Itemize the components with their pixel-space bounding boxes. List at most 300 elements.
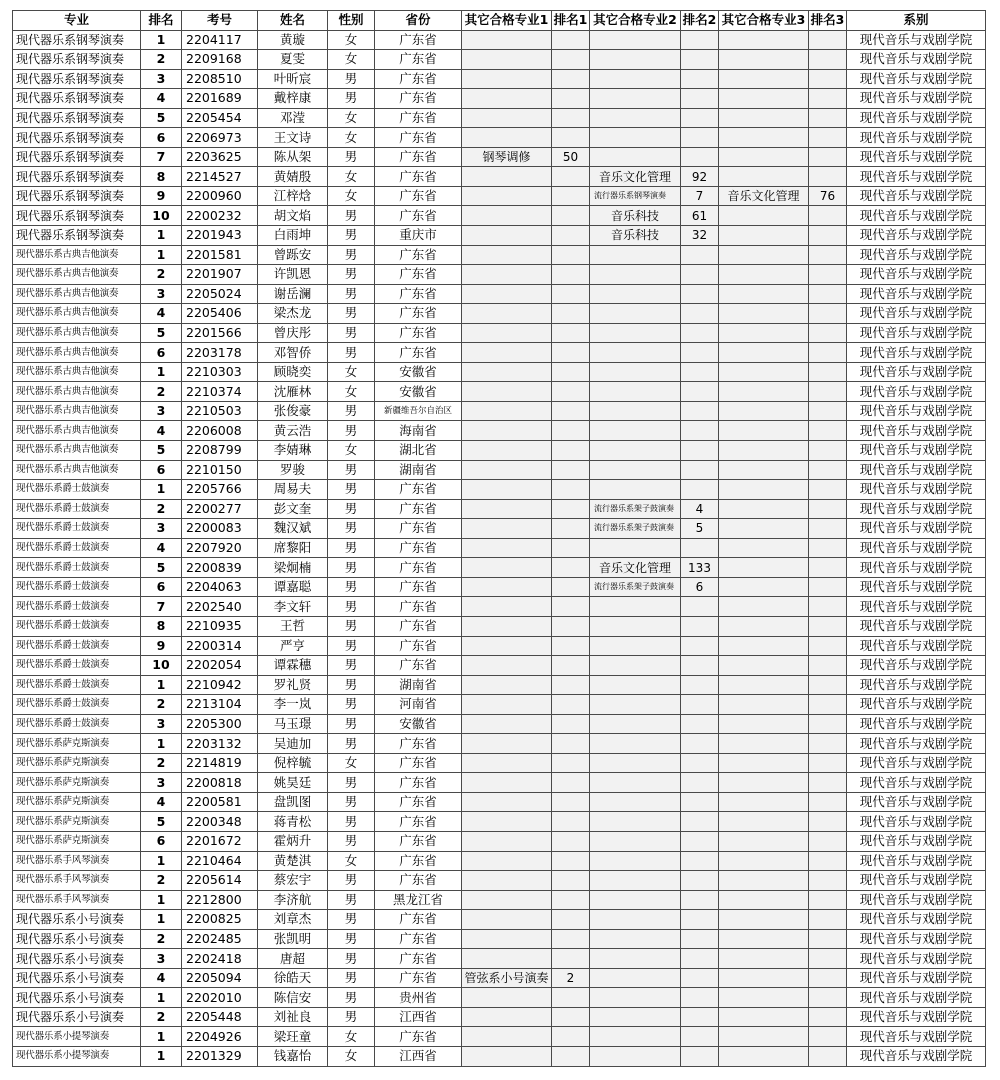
cell-name: 谭霖穗 (258, 656, 328, 676)
cell-major: 现代器乐系古典吉他演奏 (13, 382, 141, 402)
cell-other-major-3 (719, 1007, 809, 1027)
cell-province: 江西省 (375, 1046, 462, 1066)
cell-name: 罗骏 (258, 460, 328, 480)
cell-other-major-3 (719, 499, 809, 519)
cell-department: 现代音乐与戏剧学院 (847, 147, 986, 167)
cell-major: 现代器乐系钢琴演奏 (13, 89, 141, 109)
cell-rank: 1 (141, 226, 182, 246)
cell-exam-id: 2200277 (182, 499, 258, 519)
cell-gender: 男 (328, 421, 375, 441)
cell-name: 霍炳升 (258, 831, 328, 851)
table-row (13, 30, 986, 50)
cell-province: 广东省 (375, 968, 462, 988)
table-row (13, 1007, 986, 1027)
cell-other-major-2 (590, 480, 681, 500)
cell-other-major-1 (462, 773, 552, 793)
cell-other-major-2 (590, 734, 681, 754)
cell-gender: 男 (328, 343, 375, 363)
cell-rank-3 (809, 558, 847, 578)
cell-department: 现代音乐与戏剧学院 (847, 441, 986, 461)
cell-rank-3 (809, 714, 847, 734)
cell-other-major-2 (590, 1027, 681, 1047)
cell-department: 现代音乐与戏剧学院 (847, 695, 986, 715)
cell-rank-2 (681, 851, 719, 871)
header-gender: 性别 (328, 11, 375, 31)
cell-rank-1 (552, 792, 590, 812)
cell-name: 江梓焓 (258, 186, 328, 206)
cell-province: 安徽省 (375, 714, 462, 734)
cell-rank: 2 (141, 695, 182, 715)
table-row (13, 597, 986, 617)
cell-name: 陈信安 (258, 988, 328, 1008)
cell-rank-1 (552, 421, 590, 441)
table-row (13, 812, 986, 832)
cell-name: 张凯明 (258, 929, 328, 949)
cell-rank-3 (809, 147, 847, 167)
table-row (13, 362, 986, 382)
cell-rank-3 (809, 401, 847, 421)
cell-rank-1 (552, 499, 590, 519)
cell-other-major-2 (590, 265, 681, 285)
cell-other-major-2 (590, 89, 681, 109)
cell-rank: 6 (141, 577, 182, 597)
cell-province: 广东省 (375, 69, 462, 89)
cell-other-major-3 (719, 480, 809, 500)
cell-major: 现代器乐系小号演奏 (13, 910, 141, 930)
cell-rank-2 (681, 108, 719, 128)
cell-name: 沈雁林 (258, 382, 328, 402)
table-row (13, 206, 986, 226)
cell-province: 广东省 (375, 910, 462, 930)
table-row (13, 851, 986, 871)
table-row (13, 186, 986, 206)
cell-other-major-1 (462, 245, 552, 265)
cell-province: 江西省 (375, 1007, 462, 1027)
header-row (13, 11, 986, 31)
cell-other-major-1 (462, 382, 552, 402)
cell-province: 广东省 (375, 167, 462, 187)
header-other-major-1: 其它合格专业1 (462, 11, 552, 31)
cell-gender: 女 (328, 108, 375, 128)
cell-rank: 5 (141, 108, 182, 128)
cell-exam-id: 2205454 (182, 108, 258, 128)
cell-department: 现代音乐与戏剧学院 (847, 714, 986, 734)
cell-other-major-2 (590, 929, 681, 949)
cell-province: 广东省 (375, 734, 462, 754)
cell-rank-2 (681, 265, 719, 285)
cell-other-major-3 (719, 753, 809, 773)
cell-province: 广东省 (375, 851, 462, 871)
cell-rank-3 (809, 871, 847, 891)
table-row (13, 480, 986, 500)
cell-gender: 男 (328, 558, 375, 578)
table-row (13, 460, 986, 480)
cell-name: 谢岳澜 (258, 284, 328, 304)
cell-name: 钱嘉怡 (258, 1046, 328, 1066)
cell-department: 现代音乐与戏剧学院 (847, 910, 986, 930)
cell-rank-3 (809, 226, 847, 246)
cell-rank-3 (809, 695, 847, 715)
cell-rank: 3 (141, 949, 182, 969)
cell-other-major-3 (719, 675, 809, 695)
cell-province: 广东省 (375, 108, 462, 128)
cell-major: 现代器乐系小提琴演奏 (13, 1027, 141, 1047)
cell-rank-2 (681, 675, 719, 695)
table-row (13, 128, 986, 148)
cell-rank-1 (552, 519, 590, 539)
cell-other-major-3 (719, 949, 809, 969)
cell-rank-2 (681, 734, 719, 754)
cell-department: 现代音乐与戏剧学院 (847, 968, 986, 988)
cell-exam-id: 2202010 (182, 988, 258, 1008)
cell-rank-1 (552, 89, 590, 109)
cell-other-major-2 (590, 460, 681, 480)
cell-name: 夏雯 (258, 50, 328, 70)
cell-province: 安徽省 (375, 382, 462, 402)
cell-rank: 3 (141, 773, 182, 793)
cell-major: 现代器乐系爵士鼓演奏 (13, 538, 141, 558)
cell-other-major-3 (719, 1027, 809, 1047)
cell-name: 许凯恩 (258, 265, 328, 285)
table-row (13, 616, 986, 636)
cell-major: 现代器乐系古典吉他演奏 (13, 362, 141, 382)
cell-name: 李济航 (258, 890, 328, 910)
cell-department: 现代音乐与戏剧学院 (847, 50, 986, 70)
cell-rank-1 (552, 304, 590, 324)
cell-rank-1 (552, 812, 590, 832)
cell-major: 现代器乐系爵士鼓演奏 (13, 499, 141, 519)
cell-other-major-2 (590, 831, 681, 851)
cell-exam-id: 2201566 (182, 323, 258, 343)
cell-province: 河南省 (375, 695, 462, 715)
cell-major: 现代器乐系爵士鼓演奏 (13, 558, 141, 578)
cell-major: 现代器乐系萨克斯演奏 (13, 792, 141, 812)
cell-department: 现代音乐与戏剧学院 (847, 890, 986, 910)
cell-rank-1 (552, 851, 590, 871)
cell-major: 现代器乐系手风琴演奏 (13, 851, 141, 871)
admission-results-table (12, 10, 986, 1067)
cell-rank-3 (809, 538, 847, 558)
cell-exam-id: 2207920 (182, 538, 258, 558)
cell-rank-1 (552, 1007, 590, 1027)
cell-other-major-1 (462, 675, 552, 695)
cell-province: 广东省 (375, 50, 462, 70)
cell-other-major-2 (590, 128, 681, 148)
cell-province: 广东省 (375, 773, 462, 793)
cell-rank-3 (809, 949, 847, 969)
cell-rank: 4 (141, 421, 182, 441)
header-exam-id: 考号 (182, 11, 258, 31)
cell-other-major-1 (462, 597, 552, 617)
cell-other-major-3 (719, 1046, 809, 1066)
cell-rank-3 (809, 421, 847, 441)
cell-rank-3 (809, 988, 847, 1008)
cell-rank-2 (681, 401, 719, 421)
cell-other-major-3 (719, 401, 809, 421)
cell-rank-3 (809, 616, 847, 636)
cell-rank: 9 (141, 186, 182, 206)
cell-rank-1 (552, 206, 590, 226)
cell-rank-3 (809, 206, 847, 226)
cell-major: 现代器乐系小号演奏 (13, 968, 141, 988)
cell-rank-2 (681, 441, 719, 461)
cell-other-major-3 (719, 773, 809, 793)
cell-name: 蔡宏宇 (258, 871, 328, 891)
cell-department: 现代音乐与戏剧学院 (847, 382, 986, 402)
cell-exam-id: 2203178 (182, 343, 258, 363)
cell-department: 现代音乐与戏剧学院 (847, 284, 986, 304)
cell-rank-2 (681, 421, 719, 441)
cell-province: 广东省 (375, 929, 462, 949)
cell-major: 现代器乐系小号演奏 (13, 1007, 141, 1027)
cell-other-major-3 (719, 343, 809, 363)
cell-rank-3 (809, 441, 847, 461)
cell-rank-3 (809, 519, 847, 539)
cell-major: 现代器乐系古典吉他演奏 (13, 304, 141, 324)
cell-major: 现代器乐系萨克斯演奏 (13, 734, 141, 754)
cell-other-major-3 (719, 147, 809, 167)
cell-other-major-3 (719, 226, 809, 246)
cell-rank-3 (809, 284, 847, 304)
cell-rank-2: 32 (681, 226, 719, 246)
cell-rank: 4 (141, 89, 182, 109)
cell-name: 黄婧殷 (258, 167, 328, 187)
cell-other-major-3 (719, 128, 809, 148)
cell-department: 现代音乐与戏剧学院 (847, 929, 986, 949)
cell-exam-id: 2208799 (182, 441, 258, 461)
cell-gender: 男 (328, 675, 375, 695)
cell-rank-2 (681, 128, 719, 148)
cell-exam-id: 2201943 (182, 226, 258, 246)
cell-exam-id: 2201581 (182, 245, 258, 265)
cell-department: 现代音乐与戏剧学院 (847, 226, 986, 246)
cell-rank-2 (681, 988, 719, 1008)
cell-rank-2: 4 (681, 499, 719, 519)
cell-rank-1 (552, 831, 590, 851)
cell-other-major-1 (462, 988, 552, 1008)
cell-department: 现代音乐与戏剧学院 (847, 988, 986, 1008)
cell-name: 蒋青松 (258, 812, 328, 832)
cell-name: 邓滢 (258, 108, 328, 128)
cell-rank-2 (681, 89, 719, 109)
cell-department: 现代音乐与戏剧学院 (847, 636, 986, 656)
cell-other-major-3 (719, 245, 809, 265)
cell-rank: 3 (141, 284, 182, 304)
cell-other-major-2 (590, 675, 681, 695)
cell-province: 广东省 (375, 558, 462, 578)
cell-rank: 1 (141, 851, 182, 871)
cell-department: 现代音乐与戏剧学院 (847, 167, 986, 187)
cell-rank: 3 (141, 401, 182, 421)
cell-exam-id: 2200581 (182, 792, 258, 812)
cell-exam-id: 2201689 (182, 89, 258, 109)
cell-province: 广东省 (375, 656, 462, 676)
cell-rank-1 (552, 988, 590, 1008)
cell-rank-1 (552, 50, 590, 70)
cell-other-major-3 (719, 910, 809, 930)
cell-other-major-3 (719, 890, 809, 910)
cell-rank-1 (552, 265, 590, 285)
cell-rank-2 (681, 792, 719, 812)
cell-exam-id: 2201672 (182, 831, 258, 851)
cell-rank-3 (809, 1027, 847, 1047)
cell-other-major-2 (590, 441, 681, 461)
cell-rank-3 (809, 597, 847, 617)
cell-gender: 女 (328, 1027, 375, 1047)
table-row (13, 50, 986, 70)
cell-department: 现代音乐与戏剧学院 (847, 108, 986, 128)
cell-other-major-2 (590, 323, 681, 343)
header-province: 省份 (375, 11, 462, 31)
cell-gender: 女 (328, 50, 375, 70)
cell-gender: 男 (328, 265, 375, 285)
cell-province: 广东省 (375, 128, 462, 148)
cell-rank-1 (552, 245, 590, 265)
cell-gender: 女 (328, 186, 375, 206)
header-other-major-3: 其它合格专业3 (719, 11, 809, 31)
cell-name: 盘凯图 (258, 792, 328, 812)
cell-name: 李文轩 (258, 597, 328, 617)
cell-other-major-3: 音乐文化管理 (719, 186, 809, 206)
cell-rank-2 (681, 773, 719, 793)
table-row (13, 656, 986, 676)
cell-other-major-2: 音乐科技 (590, 226, 681, 246)
cell-rank-1 (552, 675, 590, 695)
cell-rank-2 (681, 1027, 719, 1047)
cell-province: 广东省 (375, 480, 462, 500)
cell-name: 梁炯楠 (258, 558, 328, 578)
cell-gender: 男 (328, 773, 375, 793)
table-row (13, 1027, 986, 1047)
cell-province: 广东省 (375, 343, 462, 363)
cell-major: 现代器乐系萨克斯演奏 (13, 812, 141, 832)
cell-rank: 1 (141, 675, 182, 695)
table-row (13, 441, 986, 461)
cell-province: 广东省 (375, 499, 462, 519)
cell-gender: 男 (328, 206, 375, 226)
table-row (13, 538, 986, 558)
cell-name: 李婧琳 (258, 441, 328, 461)
cell-major: 现代器乐系钢琴演奏 (13, 108, 141, 128)
cell-rank-1 (552, 186, 590, 206)
cell-rank: 2 (141, 265, 182, 285)
cell-department: 现代音乐与戏剧学院 (847, 265, 986, 285)
cell-rank-3 (809, 128, 847, 148)
cell-other-major-3 (719, 265, 809, 285)
cell-rank-1 (552, 1046, 590, 1066)
cell-gender: 男 (328, 89, 375, 109)
cell-rank-2 (681, 597, 719, 617)
cell-province: 安徽省 (375, 362, 462, 382)
cell-other-major-1 (462, 421, 552, 441)
header-major: 专业 (13, 11, 141, 31)
cell-rank: 9 (141, 636, 182, 656)
cell-other-major-1 (462, 69, 552, 89)
table-row (13, 519, 986, 539)
cell-exam-id: 2210303 (182, 362, 258, 382)
cell-name: 刘章杰 (258, 910, 328, 930)
cell-major: 现代器乐系钢琴演奏 (13, 128, 141, 148)
cell-other-major-3 (719, 831, 809, 851)
cell-name: 严亨 (258, 636, 328, 656)
table-row (13, 949, 986, 969)
cell-rank-2: 92 (681, 167, 719, 187)
cell-rank-1 (552, 401, 590, 421)
header-rank: 排名 (141, 11, 182, 31)
cell-major: 现代器乐系爵士鼓演奏 (13, 597, 141, 617)
cell-province: 广东省 (375, 284, 462, 304)
cell-rank-3 (809, 30, 847, 50)
cell-major: 现代器乐系钢琴演奏 (13, 147, 141, 167)
cell-rank-3 (809, 382, 847, 402)
cell-other-major-1 (462, 792, 552, 812)
cell-rank: 10 (141, 206, 182, 226)
cell-rank-2 (681, 929, 719, 949)
cell-major: 现代器乐系爵士鼓演奏 (13, 577, 141, 597)
cell-gender: 女 (328, 167, 375, 187)
cell-province: 湖北省 (375, 441, 462, 461)
cell-gender: 男 (328, 245, 375, 265)
cell-gender: 男 (328, 460, 375, 480)
cell-rank-3 (809, 792, 847, 812)
cell-name: 马玉璟 (258, 714, 328, 734)
cell-name: 席黎阳 (258, 538, 328, 558)
cell-other-major-1 (462, 304, 552, 324)
cell-exam-id: 2204063 (182, 577, 258, 597)
cell-province: 贵州省 (375, 988, 462, 1008)
cell-rank-2 (681, 910, 719, 930)
cell-rank-3 (809, 753, 847, 773)
header-name: 姓名 (258, 11, 328, 31)
header-rank-2: 排名2 (681, 11, 719, 31)
cell-other-major-3 (719, 460, 809, 480)
cell-other-major-1 (462, 1046, 552, 1066)
table-row (13, 323, 986, 343)
cell-other-major-2 (590, 968, 681, 988)
cell-name: 梁杰龙 (258, 304, 328, 324)
cell-other-major-1 (462, 538, 552, 558)
cell-rank: 4 (141, 304, 182, 324)
cell-department: 现代音乐与戏剧学院 (847, 792, 986, 812)
cell-other-major-1 (462, 558, 552, 578)
cell-gender: 男 (328, 968, 375, 988)
cell-other-major-3 (719, 206, 809, 226)
cell-gender: 男 (328, 1007, 375, 1027)
cell-major: 现代器乐系小提琴演奏 (13, 1046, 141, 1066)
cell-name: 黄云浩 (258, 421, 328, 441)
cell-exam-id: 2204117 (182, 30, 258, 50)
cell-major: 现代器乐系爵士鼓演奏 (13, 714, 141, 734)
table-row (13, 89, 986, 109)
cell-rank-2 (681, 50, 719, 70)
cell-rank-1 (552, 538, 590, 558)
cell-name: 梁玨童 (258, 1027, 328, 1047)
cell-other-major-2 (590, 245, 681, 265)
cell-rank-3 (809, 167, 847, 187)
cell-name: 魏汉斌 (258, 519, 328, 539)
cell-name: 张俊豪 (258, 401, 328, 421)
cell-other-major-1 (462, 753, 552, 773)
cell-other-major-1 (462, 1027, 552, 1047)
cell-name: 顾晓奕 (258, 362, 328, 382)
cell-gender: 男 (328, 831, 375, 851)
cell-rank-3 (809, 675, 847, 695)
cell-gender: 男 (328, 616, 375, 636)
cell-province: 广东省 (375, 323, 462, 343)
cell-other-major-1 (462, 831, 552, 851)
cell-other-major-1 (462, 323, 552, 343)
cell-department: 现代音乐与戏剧学院 (847, 851, 986, 871)
